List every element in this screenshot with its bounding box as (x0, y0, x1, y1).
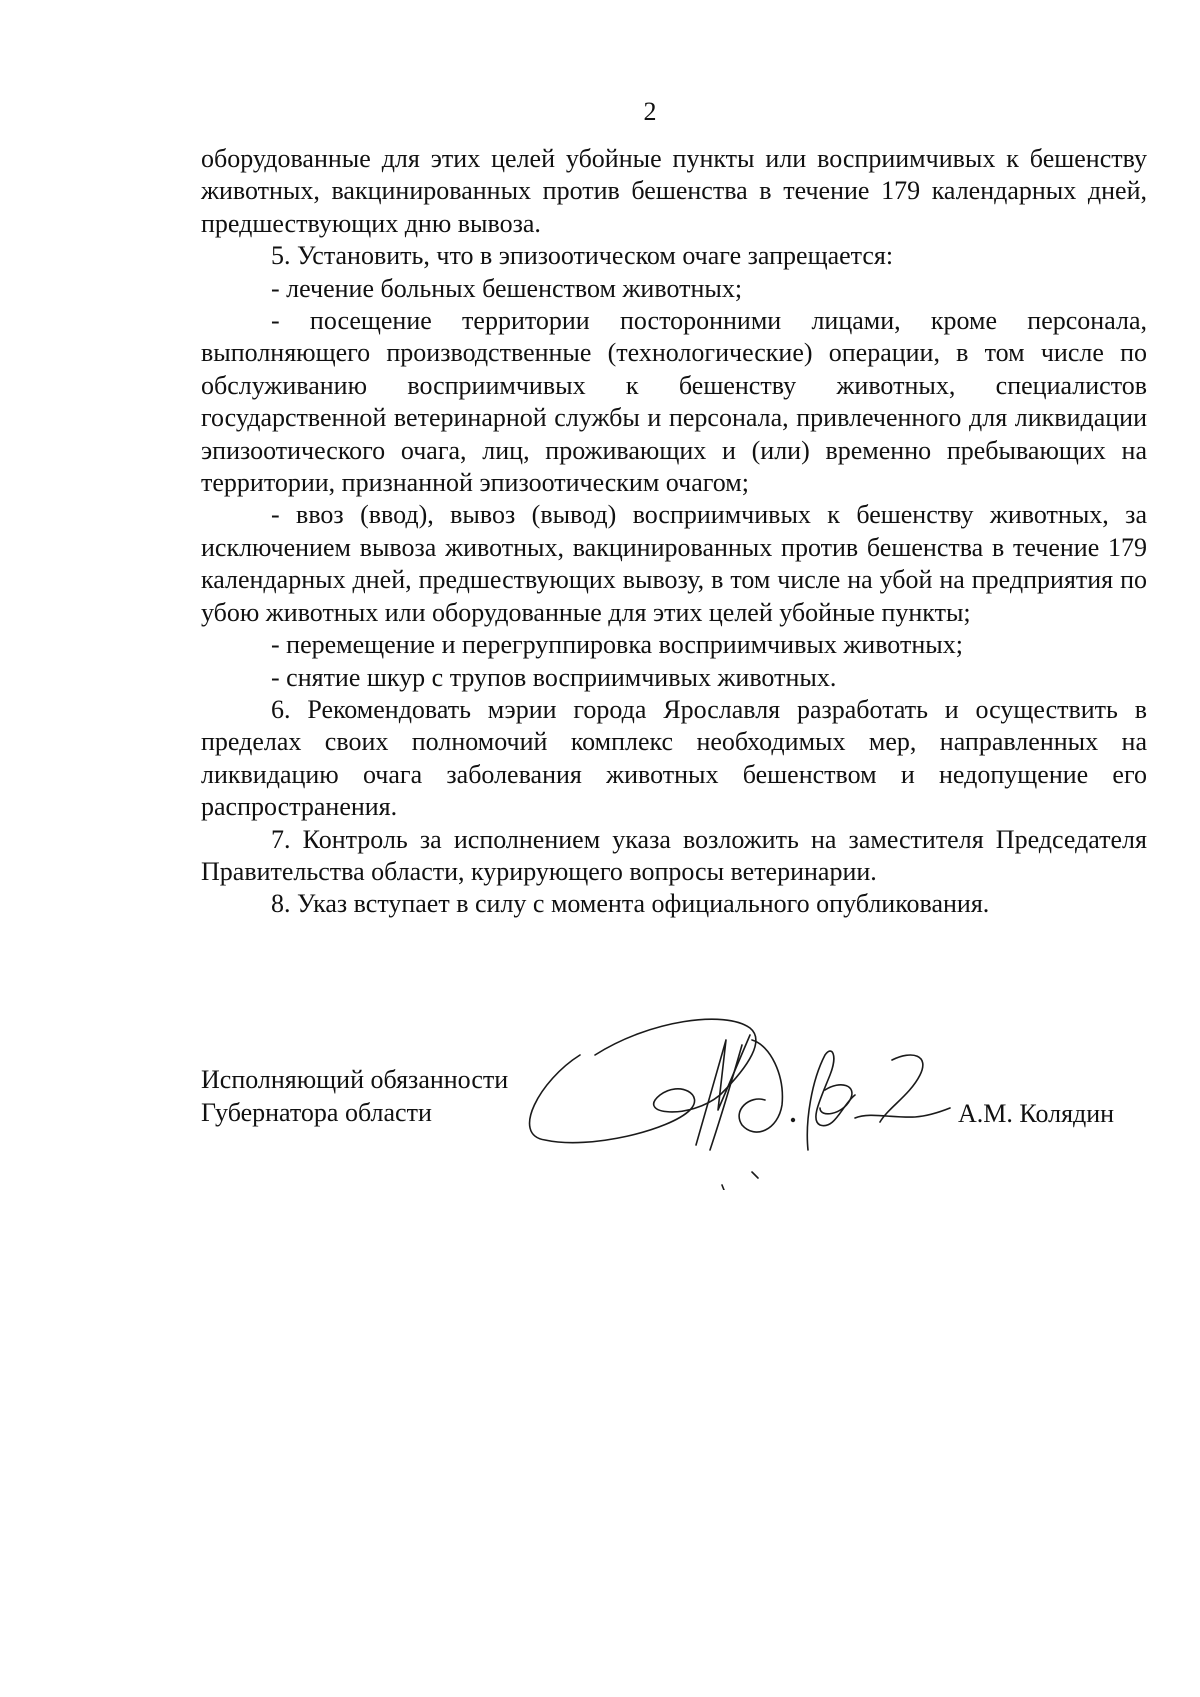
paragraph-item-6: 6. Рекомендовать мэрии города Ярославля разработать и осуществить в пределах своих полномочий комплекс необходимых мер, направленных на ликвидацию очага заболевания животных бешенством и недопущение его распространения. (201, 694, 1147, 822)
list-item-import-export: - ввоз (ввод), вывоз (вывод) восприимчивых к бешенству животных, за исключением вывоза животных, вакцинированных против бешенства в течение 179 календарных дней, предшествующих вывозу, в том числе на убой на предприятия по убою животных или оборудованные для этих целей убойные пункты; (201, 500, 1147, 627)
signatory-position (201, 1063, 508, 1129)
paragraph-item-7: 7. Контроль за исполнением указа возложить на заместителя Председателя Правительства области, курирующего вопросы ветеринарии. (201, 824, 1147, 886)
document-body (201, 143, 1147, 921)
paragraph-continuation: оборудованные для этих целей убойные пункты или восприимчивых к бешенству животных, вакцинированных против бешенства в течение 179 календарных дней, предшествующих дню вывоза. (201, 144, 1147, 238)
paragraph-item-5: 5. Установить, что в эпизоотическом очаге запрещается: (271, 241, 894, 271)
handwritten-signature (520, 1000, 960, 1190)
list-item-treatment: - лечение больных бешенством животных; (271, 273, 743, 303)
list-item-visiting: - посещение территории посторонними лицами, кроме персонала, выполняющего производственные (технологические) операции, в том числе по обслуживанию восприимчивых к бешенству животных, специалистов государственной ветеринарной службы и персонала, привлеченного для ликвидации эпизоотического очага, лиц, проживающих и (или) временно пребывающих на территории, признанной эпизоотическим очагом; (201, 306, 1147, 498)
paragraph-item-8: 8. Указ вступает в силу с момента официального опубликования. (271, 889, 990, 919)
signatory-position-line-1: Исполняющий обязанности (201, 1065, 509, 1094)
signatory-name: А.М. Колядин (958, 1099, 1115, 1128)
list-item-skinning: - снятие шкур с трупов восприимчивых животных. (271, 662, 837, 692)
signatory-position-line-2: Губернатора области (201, 1098, 432, 1127)
page-number: 2 (643, 97, 657, 126)
list-item-regrouping: - перемещение и перегруппировка восприимчивых животных; (271, 630, 963, 660)
